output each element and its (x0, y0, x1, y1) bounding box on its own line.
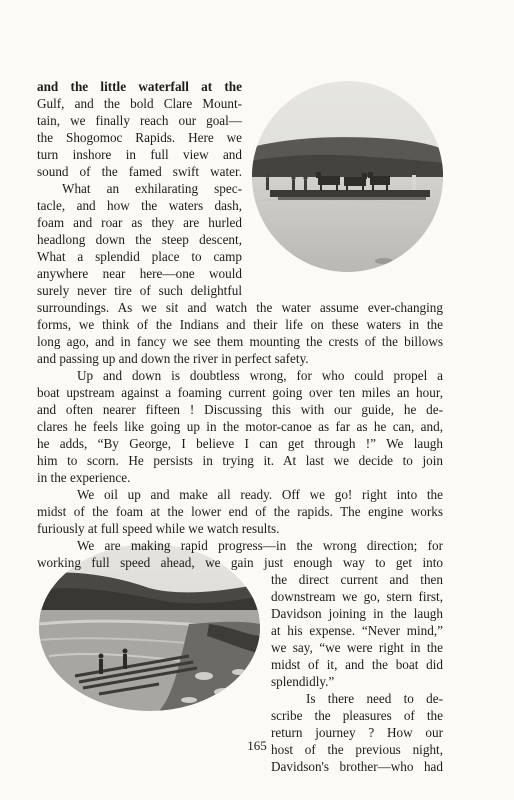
text-line-28: We are making rapid progress—in the wrong direction; for (77, 538, 443, 553)
text-line-26: midst of the foam at the lower end of the rapids. The engine works (37, 504, 443, 519)
text-line-39: return journey ? How our (271, 725, 443, 740)
text-line-6: sound of the famed swift water. (37, 164, 242, 179)
text-line-24: in the experience. (37, 470, 131, 485)
ferry-photo (252, 81, 443, 272)
text-line-7: What an exhilarating spec- (62, 181, 242, 196)
text-line-22: he adds, “By George, I believe I can get through !” We laugh (37, 436, 443, 451)
text-line-9: foam and roar as they are hurled (37, 215, 242, 230)
text-line-16: long ago, and in fancy we see them mounting the crests of the billows (37, 334, 443, 349)
text-line-36: splendidly.” (271, 674, 335, 689)
text-line-37: Is there need to de- (306, 691, 443, 706)
text-line-8: tacle, and how the waters dash, (37, 198, 242, 213)
text-line-41: Davidson's brother—who had (271, 759, 443, 774)
text-line-11: What a splendid place to camp (37, 249, 242, 264)
text-line-5: turn inshore in full view and (37, 147, 242, 162)
text-line-1: and the little waterfall at the (37, 79, 242, 94)
text-line-27: furiously at full speed while we watch results. (37, 521, 280, 536)
text-line-18: Up and down is doubtless wrong, for who could propel a (77, 368, 443, 383)
text-line-21: clares he feels like going up in the motor-canoe as far as he can, and, (37, 419, 443, 434)
text-line-33: at his expense. “Never mind,” (271, 623, 443, 638)
text-line-30: the direct current and then (271, 572, 443, 587)
text-line-14: surroundings. As we sit and watch the water assume ever-changing (37, 300, 443, 315)
text-line-25: We oil up and make all ready. Off we go! right into the (77, 487, 443, 502)
page-number: 165 (247, 738, 267, 753)
text-line-2: Gulf, and the bold Clare Mount- (37, 96, 242, 111)
text-line-31: downstream we go, stern first, (271, 589, 443, 604)
text-line-20: and often nearer fifteen ! Discussing this with our guide, he de- (37, 402, 443, 417)
text-line-23: him to scorn. He persists in trying it. At last we decide to join (37, 453, 443, 468)
text-line-17: and passing up and down the river in perfect safety. (37, 351, 309, 366)
text-line-12: anywhere near here—one would (37, 266, 242, 281)
text-line-34: we say, “we were right in the (271, 640, 443, 655)
text-line-3: tain, we finally reach our goal— (37, 113, 242, 128)
text-line-29: working full speed ahead, we gain just enough way to get into (37, 555, 443, 570)
text-line-32: Davidson joining in the laugh (271, 606, 443, 621)
text-line-19: boat upstream against a foaming current going over ten miles an hour, (37, 385, 443, 400)
text-line-35: midst of it, and the boat did (271, 657, 443, 672)
text-line-40: host of the previous night, (271, 742, 443, 757)
text-line-4: the Shogomoc Rapids. Here we (37, 130, 242, 145)
text-line-13: surely never tire of such delightful (37, 283, 242, 298)
text-line-15: forms, we think of the Indians and their life on these waters in the (37, 317, 443, 332)
text-line-10: headlong down the steep descent, (37, 232, 242, 247)
text-line-38: scribe the pleasures of the (271, 708, 443, 723)
